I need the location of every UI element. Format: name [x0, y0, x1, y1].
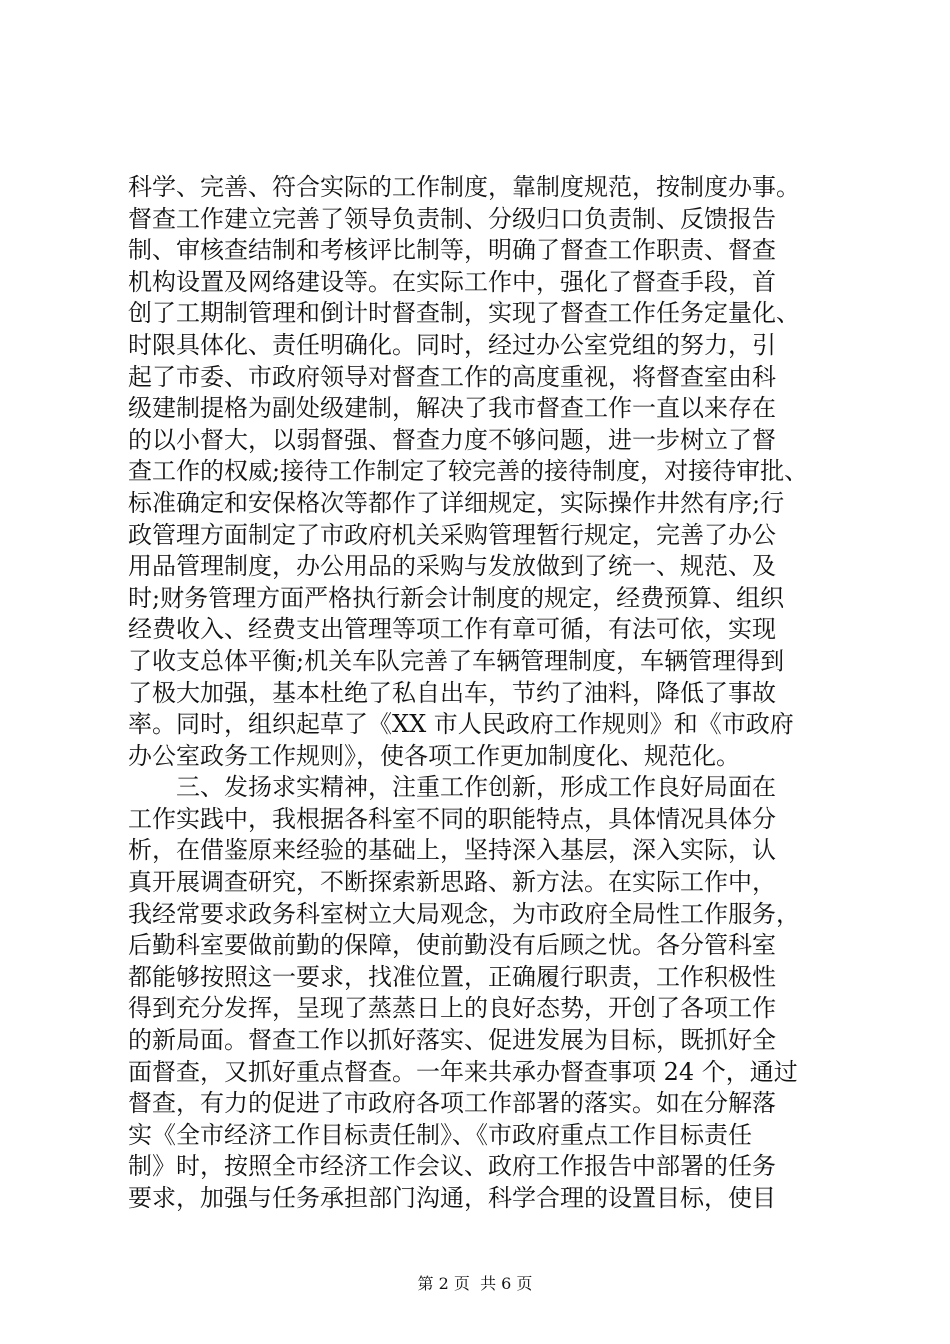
- text-line: 三、发扬求实精神，注重工作创新，形成工作良好局面在: [128, 773, 776, 802]
- text-line: 都能够按照这一要求，找准位置，正确履行职责，工作积极性: [128, 962, 776, 991]
- text-line: 政管理方面制定了市政府机关采购管理暂行规定，完善了办公: [128, 520, 776, 549]
- text-line: 真开展调查研究，不断探索新思路、新方法。在实际工作中，: [128, 868, 776, 897]
- text-line: 实《全市经济工作目标责任制》、《市政府重点工作目标责任: [128, 1120, 752, 1149]
- text-line: 办公室政务工作规则》，使各项工作更加制度化、规范化。: [128, 741, 740, 770]
- text-line: 级建制提格为副处级建制，解决了我市督查工作一直以来存在: [128, 394, 776, 423]
- text-line: 析，在借鉴原来经验的基础上，坚持深入基层，深入实际，认: [128, 836, 776, 865]
- text-line: 要求，加强与任务承担部门沟通，科学合理的设置目标，使目: [128, 1184, 776, 1212]
- text-line: 工作实践中，我根据各科室不同的职能特点，具体情况具体分: [128, 804, 776, 833]
- text-line: 科学、完善、符合实际的工作制度，靠制度规范，按制度办事。: [128, 173, 800, 201]
- text-line: 督查，有力的促进了市政府各项工作部署的落实。如在分解落: [128, 1089, 776, 1118]
- text-line: 查工作的权威;接待工作制定了较完善的接待制度，对接待审批、: [128, 457, 809, 486]
- text-line: 的新局面。督查工作以抓好落实、促进发展为目标，既抓好全: [128, 1026, 776, 1055]
- text-line: 时;财务管理方面严格执行新会计制度的规定，经费预算、组织: [128, 583, 785, 612]
- text-line: 创了工期制管理和倒计时督查制，实现了督查工作任务定量化、: [128, 299, 800, 328]
- text-line: 时限具体化、责任明确化。同时，经过办公室党组的努力，引: [128, 330, 776, 359]
- text-line: 机构设置及网络建设等。在实际工作中，强化了督查手段，首: [128, 267, 776, 296]
- text-line: 了极大加强，基本杜绝了私自出车，节约了油料，降低了事故: [128, 678, 776, 707]
- text-line: 经费收入、经费支出管理等项工作有章可循，有法可依，实现: [128, 615, 776, 644]
- text-line: 起了市委、市政府领导对督查工作的高度重视，将督查室由科: [128, 362, 776, 391]
- text-line: 制》时，按照全市经济工作会议、政府工作报告中部署的任务: [128, 1152, 776, 1181]
- text-line: 督查工作建立完善了领导负责制、分级归口负责制、反馈报告: [128, 204, 776, 233]
- body-text: [128, 172, 828, 1215]
- text-line: 得到充分发挥，呈现了蒸蒸日上的良好态势，开创了各项工作: [128, 994, 776, 1023]
- text-line: 我经常要求政务科室树立大局观念，为市政府全局性工作服务，: [128, 899, 800, 928]
- text-line: 面督查，又抓好重点督查。一年来共承办督查事项 24 个，通过: [128, 1057, 798, 1086]
- text-line: 的以小督大，以弱督强、督查力度不够问题，进一步树立了督: [128, 425, 776, 454]
- text-line: 了收支总体平衡;机关车队完善了车辆管理制度，车辆管理得到: [128, 646, 785, 675]
- text-line: 用品管理制度，办公用品的采购与发放做到了统一、规范、及: [128, 552, 776, 581]
- text-line: 后勤科室要做前勤的保障，使前勤没有后顾之忧。各分管科室: [128, 931, 776, 960]
- text-line: 率。同时，组织起草了《XX 市人民政府工作规则》和《市政府: [128, 710, 794, 739]
- page-footer: [0, 1271, 950, 1294]
- text-line: 制、审核查结制和考核评比制等，明确了督查工作职责、督查: [128, 236, 776, 265]
- text-line: 标准确定和安保格次等都作了详细规定，实际操作井然有序;行: [128, 488, 785, 517]
- page-number-label: 第 2 页 共 6 页: [417, 1274, 533, 1293]
